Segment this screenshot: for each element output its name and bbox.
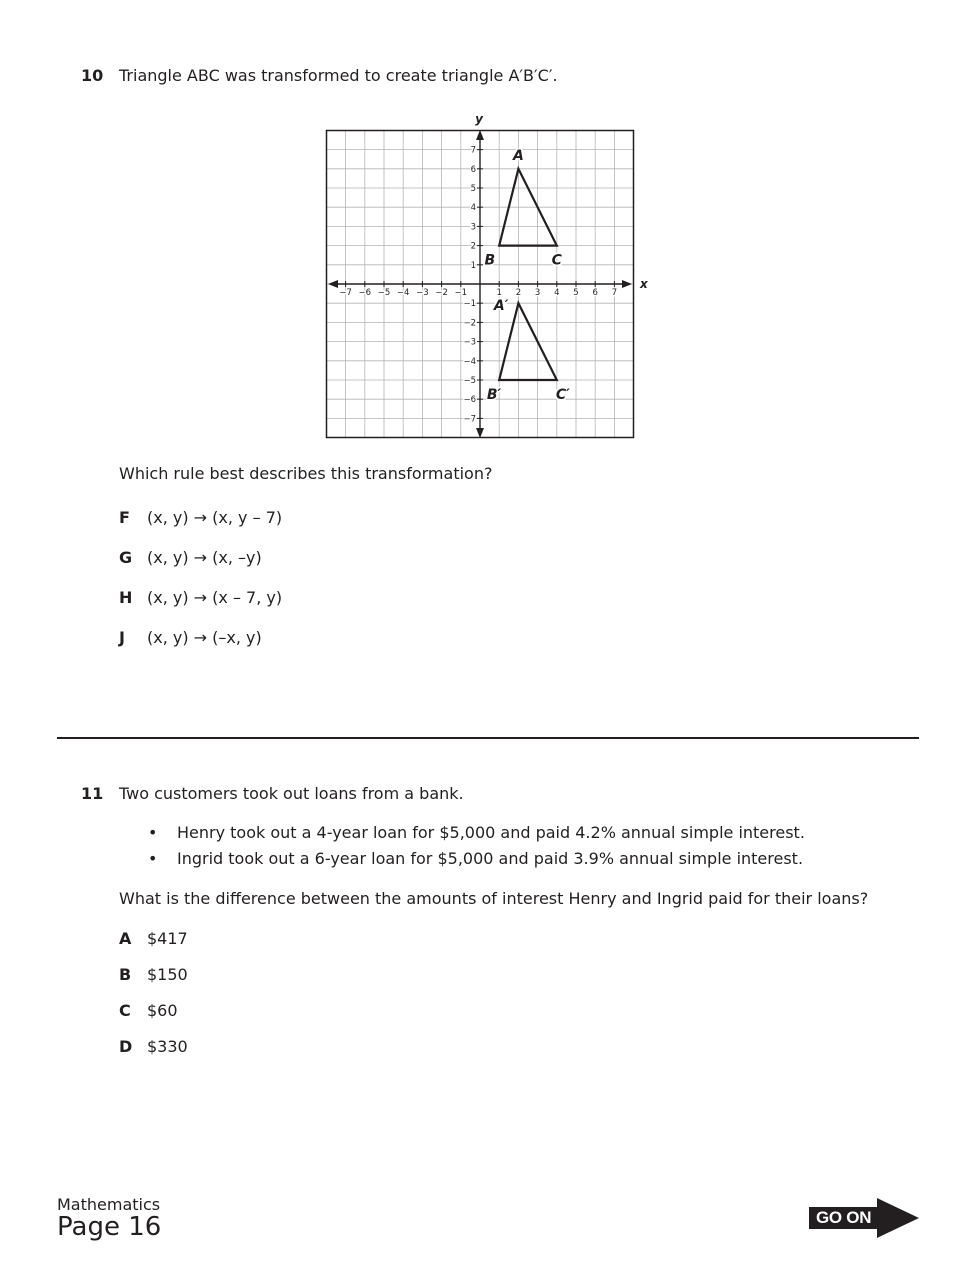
option-text: $150 [147, 965, 188, 984]
triangles [485, 148, 571, 403]
bullet-text: Henry took out a 4-year loan for $5,000 and paid 4.2% annual simple interest. [177, 823, 805, 842]
option-text: (x, y) → (–x, y) [147, 628, 262, 647]
vertex-label-c: C [551, 252, 562, 269]
go-on-label: GO ON [816, 1208, 872, 1227]
vertex-label-a: A [512, 147, 524, 164]
option-letter: J [119, 628, 125, 647]
y-tick-label: 4 [470, 203, 476, 214]
bullet-text: Ingrid took out a 6-year loan for $5,000 and paid 3.9% annual simple interest. [177, 849, 804, 868]
option-text: $60 [147, 1001, 178, 1020]
axes [328, 130, 632, 438]
question-10-number: 10 [81, 66, 104, 85]
y-tick-label: 5 [470, 184, 476, 194]
x-tick-label: −4 [396, 288, 410, 298]
x-tick-label: 4 [554, 288, 560, 298]
option-letter: D [119, 1037, 133, 1056]
option-text: (x, y) → (x – 7, y) [147, 588, 283, 607]
bullet-item-ingrid [148, 849, 803, 868]
x-tick-label: 3 [534, 288, 541, 298]
x-tick-label: −1 [454, 288, 468, 298]
coordinate-graph [318, 108, 658, 443]
vertex-label-b-prime: B′ [486, 387, 502, 403]
y-tick-label: −7 [463, 414, 476, 425]
answer-option-b[interactable] [119, 965, 188, 984]
y-tick-label: −2 [463, 318, 476, 329]
x-axis-arrow-right-icon [622, 280, 632, 288]
option-letter: C [119, 1001, 131, 1020]
x-tick-label: 5 [573, 288, 579, 298]
question-11-prompt: What is the difference between the amounts of interest Henry and Ingrid paid for their loans? [119, 889, 869, 908]
option-letter: F [119, 508, 130, 527]
x-tick-label: 1 [496, 288, 502, 298]
x-tick-label: −5 [377, 288, 391, 298]
option-letter: H [119, 588, 133, 607]
bullet-item-henry [148, 823, 805, 842]
footer-subject: Mathematics [57, 1195, 161, 1214]
answer-option-f[interactable] [119, 508, 282, 527]
answer-option-g[interactable] [119, 548, 262, 567]
vertex-label-b: B [484, 252, 496, 269]
x-tick-label: −6 [358, 288, 372, 298]
x-tick-label: −7 [339, 288, 352, 298]
y-tick-label: 6 [470, 164, 476, 175]
vertex-label-a-prime: A′ [493, 298, 509, 315]
y-tick-label: 1 [470, 260, 476, 271]
question-11-number: 11 [81, 784, 104, 803]
y-tick-label: −4 [463, 356, 476, 367]
answer-option-j[interactable] [119, 628, 262, 647]
y-tick-label: −6 [463, 395, 476, 406]
y-tick-label: 2 [470, 241, 476, 252]
y-axis-arrow-up-icon [476, 130, 484, 140]
bullet-icon: • [148, 849, 158, 868]
y-tick-label: −3 [463, 337, 476, 348]
y-tick-label: 3 [470, 222, 476, 233]
y-axis-label: y [475, 112, 483, 126]
y-axis-arrow-down-icon [476, 428, 484, 438]
x-tick-label: −3 [416, 288, 429, 298]
x-axis-arrow-left-icon [328, 280, 338, 288]
x-tick-label: 2 [515, 288, 522, 298]
option-text: $330 [147, 1037, 188, 1056]
option-letter: A [119, 929, 132, 948]
x-tick-label: 6 [592, 288, 598, 298]
answer-option-c[interactable] [119, 1001, 178, 1020]
x-tick-label: −2 [435, 288, 448, 298]
bullet-icon: • [148, 823, 158, 842]
answer-option-h[interactable] [119, 588, 282, 607]
option-letter: B [119, 965, 132, 984]
y-tick-label: −1 [463, 299, 476, 310]
section-divider [57, 737, 919, 739]
answer-option-d[interactable] [119, 1037, 188, 1056]
x-tick-label: 7 [611, 288, 618, 298]
vertex-label-c-prime: C′ [555, 387, 570, 403]
option-text: (x, y) → (x, y – 7) [147, 508, 283, 527]
question-10-prompt: Which rule best describes this transformation? [119, 464, 493, 483]
page-number: Page 16 [57, 1212, 162, 1242]
option-text: $417 [147, 929, 188, 948]
x-axis-label: x [640, 277, 648, 291]
option-text: (x, y) → (x, –y) [147, 548, 262, 567]
y-tick-label: −5 [463, 376, 476, 386]
question-11-stem: Two customers took out loans from a bank. [119, 784, 464, 803]
answer-option-a[interactable] [119, 929, 188, 948]
option-letter: G [119, 548, 133, 567]
tick-labels [339, 146, 617, 425]
y-tick-label: 7 [470, 145, 476, 156]
question-10-stem: Triangle ABC was transformed to create triangle A′B′C′. [119, 66, 558, 85]
